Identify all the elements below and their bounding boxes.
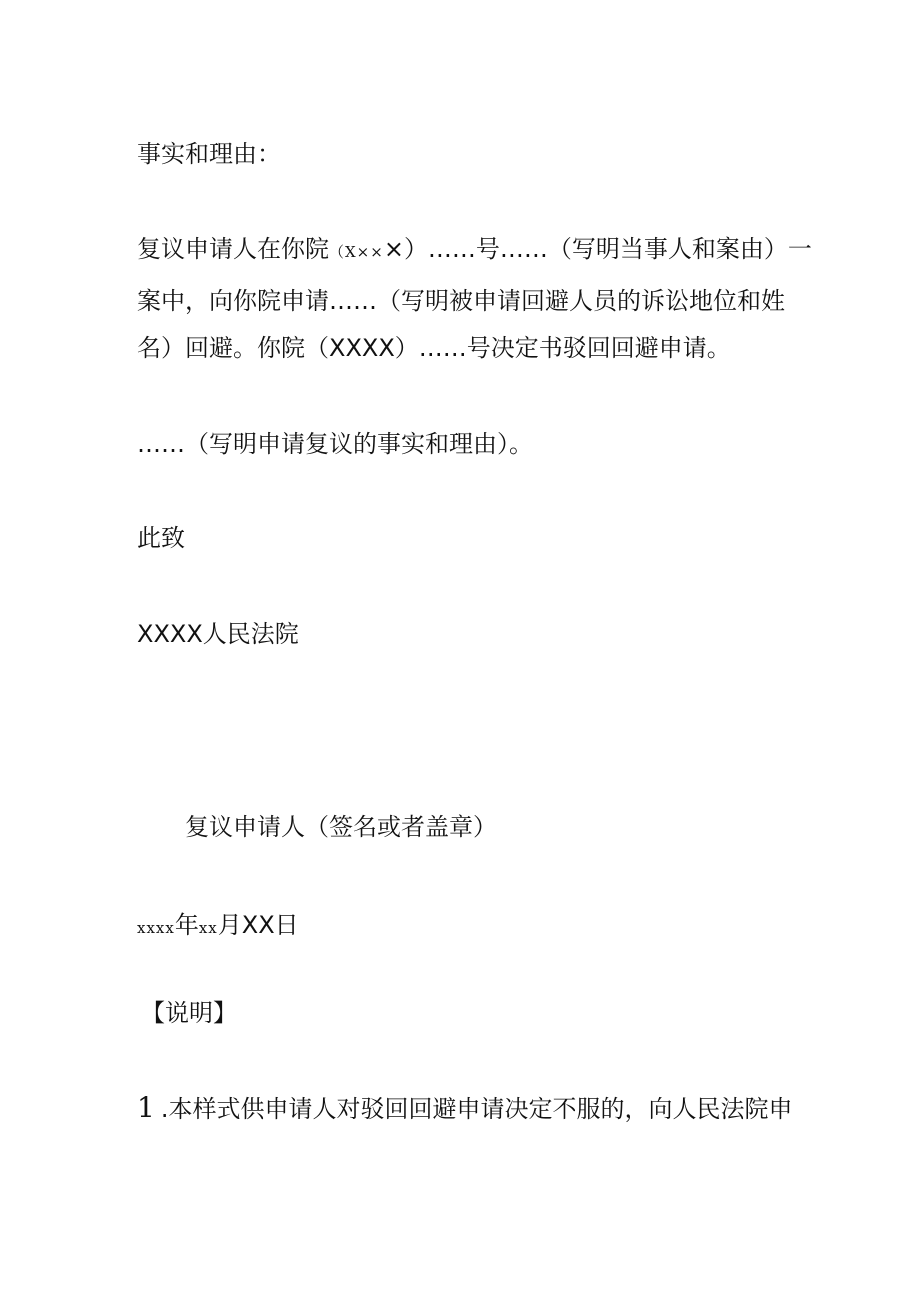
year-unit: 年 bbox=[174, 911, 199, 939]
month-placeholder: xx bbox=[198, 919, 218, 937]
paragraph-2: ……（写明申请复议的事实和理由）。 bbox=[137, 430, 533, 458]
paragraph-1-line-3: 名）回避。你院（XXXX）……号决定书驳回回避申请。 bbox=[137, 334, 731, 362]
paragraph-1-text-a: 复议申请人在你院 bbox=[137, 235, 329, 263]
facts-heading: 事实和理由： bbox=[137, 140, 281, 168]
day-unit: 日 bbox=[274, 911, 299, 939]
court-name: XXXX人民法院 bbox=[137, 620, 299, 648]
paragraph-1-text-c: ×）……号……（写明当事人和案由）一 bbox=[383, 235, 812, 263]
case-number-placeholder: （X×× bbox=[329, 243, 384, 261]
note-1 bbox=[137, 1093, 792, 1124]
note-1-text: .本样式供申请人对驳回回避申请决定不服的，向人民法院申 bbox=[160, 1095, 793, 1123]
notes-heading: 【说明】 bbox=[141, 999, 237, 1027]
date-line bbox=[137, 910, 299, 943]
salutation: 此致 bbox=[137, 524, 185, 552]
signature-line: 复议申请人（签名或者盖章） bbox=[185, 813, 497, 841]
paragraph-1-line-2: 案中，向你院申请……（写明被申请回避人员的诉讼地位和姓 bbox=[137, 287, 785, 315]
month-unit: 月 bbox=[217, 911, 242, 939]
year-placeholder: xxxx bbox=[137, 919, 175, 937]
paragraph-1-line-1 bbox=[137, 234, 812, 267]
day-placeholder: XX bbox=[241, 911, 275, 939]
note-1-number: 1 bbox=[137, 1091, 161, 1124]
